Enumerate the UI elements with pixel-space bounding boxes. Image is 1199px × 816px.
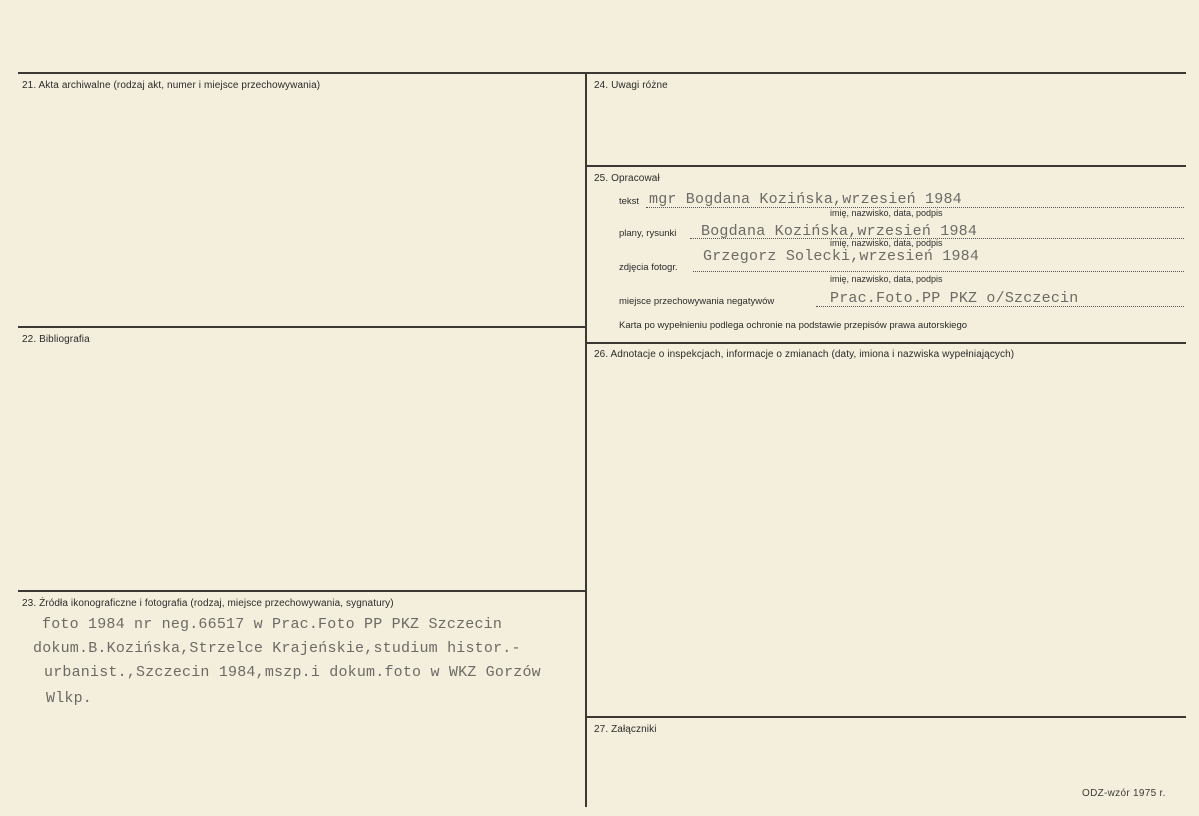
section-22-label: 22. Bibliografia bbox=[22, 334, 90, 345]
tekst-hint: imię, nazwisko, data, podpis bbox=[830, 208, 943, 218]
rule-26-27 bbox=[587, 716, 1186, 718]
rule-25-26 bbox=[587, 342, 1186, 344]
section-25-label: 25. Opracował bbox=[594, 173, 660, 184]
negatywy-label: miejsce przechowywania negatywów bbox=[619, 296, 775, 307]
section-23-line-1: foto 1984 nr neg.66517 w Prac.Foto PP PKZ Szczecin bbox=[42, 616, 503, 633]
form-template-footer: ODZ-wzór 1975 r. bbox=[1082, 788, 1166, 799]
zdjecia-label: zdjęcia fotogr. bbox=[619, 262, 678, 273]
rule-24-25 bbox=[587, 165, 1186, 167]
zdjecia-hint: imię, nazwisko, data, podpis bbox=[830, 274, 943, 284]
zdjecia-dotted-line bbox=[693, 271, 1184, 272]
rule-21-22 bbox=[18, 326, 585, 328]
section-23-label: 23. Źródła ikonograficzne i fotografia (rodzaj, miejsce przechowywania, sygnatury) bbox=[22, 598, 394, 609]
center-divider bbox=[585, 72, 587, 807]
negatywy-value: Prac.Foto.PP PKZ o/Szczecin bbox=[830, 290, 1079, 307]
section-23-line-2: dokum.B.Kozińska,Strzelce Krajeńskie,studium histor.- bbox=[33, 640, 521, 657]
copyright-note: Karta po wypełnieniu podlega ochronie na podstawie przepisów prawa autorskiego bbox=[619, 320, 968, 331]
section-27-label: 27. Załączniki bbox=[594, 724, 657, 735]
top-rule bbox=[18, 72, 1186, 74]
section-23-line-3: urbanist.,Szczecin 1984,mszp.i dokum.foto w WKZ Gorzów bbox=[44, 664, 541, 681]
zdjecia-value: Grzegorz Solecki,wrzesień 1984 bbox=[703, 248, 980, 265]
tekst-value: mgr Bogdana Kozińska,wrzesień 1984 bbox=[649, 191, 962, 208]
plany-value: Bogdana Kozińska,wrzesień 1984 bbox=[701, 223, 978, 240]
section-26-label: 26. Adnotacje o inspekcjach, informacje o zmianach (daty, imiona i nazwiska wypełniających) bbox=[594, 349, 1015, 360]
section-21-label: 21. Akta archiwalne (rodzaj akt, numer i miejsce przechowywania) bbox=[22, 80, 321, 91]
section-24-label: 24. Uwagi różne bbox=[594, 80, 668, 91]
rule-22-23 bbox=[18, 590, 585, 592]
plany-label: plany, rysunki bbox=[619, 228, 677, 239]
plany-hint: imię, nazwisko, data, podpis bbox=[830, 238, 943, 248]
section-23-line-4: Wlkp. bbox=[46, 690, 93, 707]
tekst-label: tekst bbox=[619, 196, 640, 207]
